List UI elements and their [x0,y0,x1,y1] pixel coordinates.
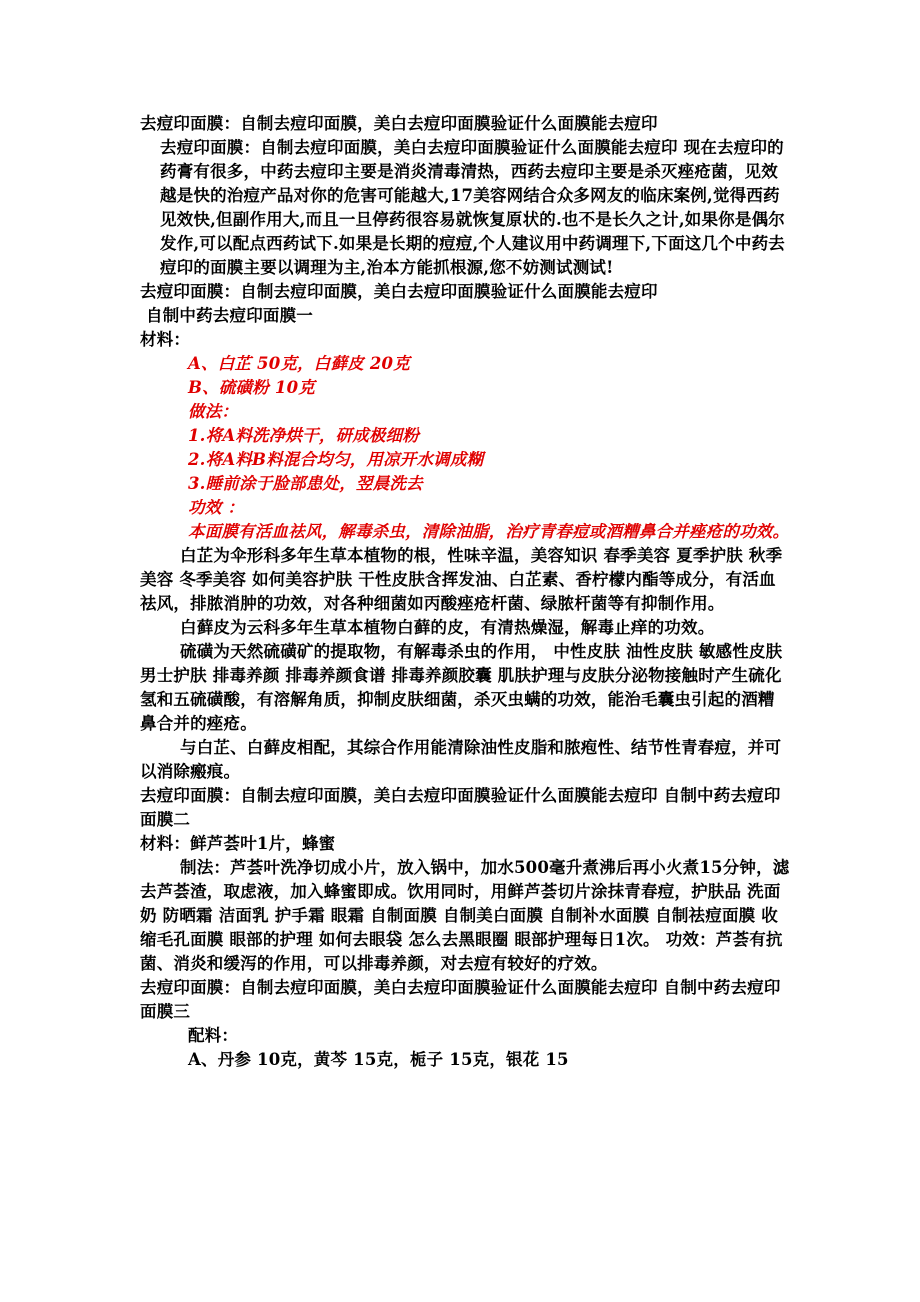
mask2-method: 制法：芦荟叶洗净切成小片，放入锅中，加水500毫升煮沸后再小火煮15分钟，滤去芦荟渣，取虑液，加入蜂蜜即成。饮用同时，用鲜芦荟切片涂抹青春痘，护肤品 洗面奶 防晒霜 洁面乳 护手霜 眼霜 自制面膜 自制美白面膜 自制补水面膜 自制祛痘面膜 收缩毛孔面膜 眼部的护理 如何去眼袋 怎么去黑眼圈 眼部护理每日1次。 功效：芦荟有抗菌、消炎和缓泻的作用，可以排毒养颜，对去痘有较好的疗效。 [140,858,790,973]
heading-2: 去痘印面膜：自制去痘印面膜，美白去痘印面膜验证什么面膜能去痘印 [140,282,658,301]
paragraph-baixian: 白藓皮为云科多年生草本植物白藓的皮，有清热燥湿，解毒止痒的功效。 [180,618,715,637]
mask1-method-label: 做法： [188,402,239,421]
intro-paragraph: 去痘印面膜：自制去痘印面膜，美白去痘印面膜验证什么面膜能去痘印 现在去痘印的药膏有很多，中药去痘印主要是消炎清毒清热，西药去痘印主要是杀灭痤疮菌，见效越是快的治痘产品对你的危害可能越大,17美容网结合众多网友的临床案例,觉得西药见效快,但副作用大,而且一旦停药很容易就恢复原状的.也不是长久之计,如果你是偶尔发作,可以配点西药试下.如果是长期的痘痘,个人建议用中药调理下,下面这几个中药去痘印的面膜主要以调理为主,治本方能抓根源,您不妨测试测试! [160,138,785,277]
heading-3: 去痘印面膜：自制去痘印面膜，美白去痘印面膜验证什么面膜能去痘印 自制中药去痘印面膜二 [140,786,781,829]
mask1-material-a: A、白芷 50克，白藓皮 20克 [188,354,410,373]
mask1-step-3: 3.睡前涂于脸部患处，翌晨洗去 [188,474,423,493]
mask1-effect-label: 功效 ： [188,498,245,517]
mask1-material-b: B、硫磺粉 10克 [188,378,315,397]
heading-4: 去痘印面膜：自制去痘印面膜，美白去痘印面膜验证什么面膜能去痘印 自制中药去痘印面膜三 [140,978,781,1021]
paragraph-liuhuang: 硫磺为天然硫磺矿的提取物，有解毒杀虫的作用， 中性皮肤 油性皮肤 敏感性皮肤 男士护肤 排毒养颜 排毒养颜食谱 排毒养颜胶囊 肌肤护理与皮肤分泌物接触时产生硫化氢和五硫磺酸，有溶解角质，抑制皮肤细菌，杀灭虫螨的功效，能治毛囊虫引起的酒糟鼻合并的痤疮。 [140,642,783,733]
mask1-step-1: 1.将A料洗净烘干，研成极细粉 [188,426,420,445]
paragraph-combo: 与白芷、白藓皮相配，其综合作用能清除油性皮脂和脓疱性、结节性青春痘，并可以消除瘢痕。 [140,738,782,781]
mask1-step-2: 2.将A料B料混合均匀，用凉开水调成糊 [188,450,484,469]
mask1-materials-label: 材料： [140,330,191,349]
mask3-material-a: A、丹参 10克，黄芩 15克，栀子 15克，银花 15 [188,1050,569,1069]
heading-1: 去痘印面膜：自制去痘印面膜，美白去痘印面膜验证什么面膜能去痘印 [140,114,658,133]
mask1-title: 自制中药去痘印面膜一 [146,306,313,325]
document-page [140,112,790,1072]
mask1-effect: 本面膜有活血祛风，解毒杀虫，清除油脂，治疗青春痘或酒糟鼻合并痤疮的功效。 [188,522,790,541]
mask2-materials: 材料：鲜芦荟叶1片，蜂蜜 [140,834,336,853]
mask3-materials-label: 配料： [188,1026,239,1045]
paragraph-baizhi: 白芷为伞形科多年生草本植物的根，性味辛温，美容知识 春季美容 夏季护肤 秋季美容 冬季美容 如何美容护肤 干性皮肤含挥发油、白芷素、香柠檬内酯等成分，有活血祛风，排脓消肿的功效，对各种细菌如丙酸痤疮杆菌、绿脓杆菌等有抑制作用。 [140,546,783,613]
